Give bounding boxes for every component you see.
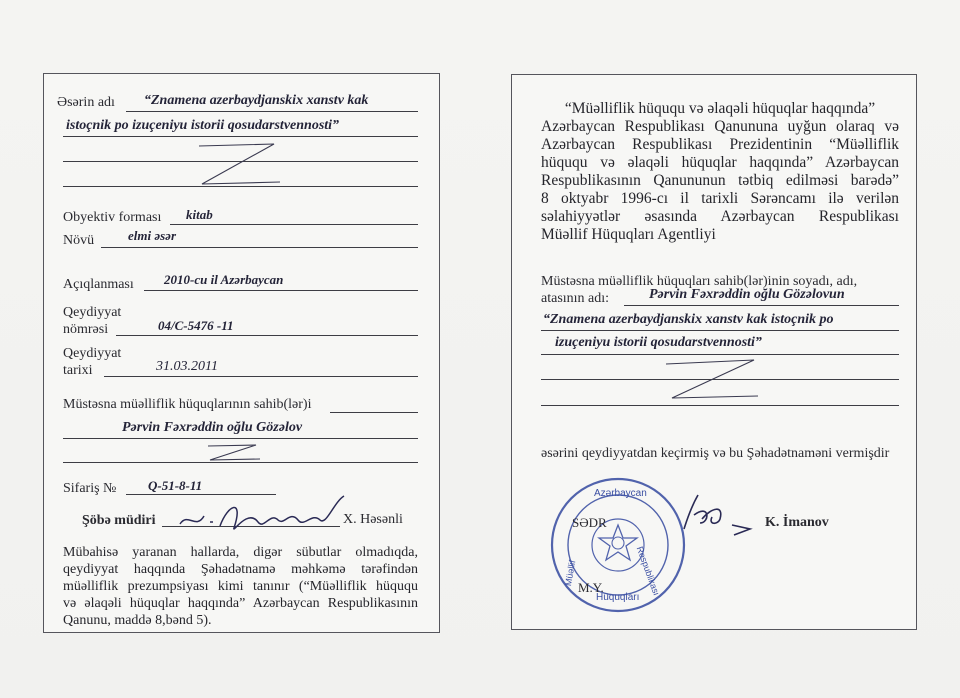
objective-form-value: kitab [186,207,213,222]
legal-basis-line: Azərbaycan Respublikası Qanununa uyğun olaraq və [541,118,899,135]
right-owner-underline [624,305,899,306]
legal-basis-line: Müəllif Hüquqları Agentliyi [541,226,716,243]
order-value: Q-51-8-11 [148,478,203,493]
reg-date-value: 31.03.2011 [156,359,218,374]
type-value: elmi əsər [128,228,177,243]
work-title-value-line2: istoçnik po izuçeniyu istorii qosudarstvennosti” [66,118,340,133]
right-work-title-underline-1 [541,330,899,331]
reg-number-label-1: Qeydiyyat [63,305,122,320]
legal-notice-line: qeydiyyat haqqında Şəhadətnamə məhkəmə tərəfindən [63,562,418,577]
legal-notice-line: və əlaqəli hüquqlar haqqında” Azərbaycan Respublikasının [63,596,418,611]
stamp-text-bottom: Hüquqları [596,592,640,603]
chairman-label: SƏDR [572,515,607,530]
chairman-name: K. İmanov [765,515,829,530]
legal-basis-line: Respublikasının Qanununun tətbiq edilməsi barədə” [541,172,899,189]
publication-value: 2010-cu il Azərbaycan [164,272,284,287]
reg-number-value: 04/C-5476 -11 [158,318,234,333]
z-strike-mark-2 [204,442,264,464]
department-head-label: Şöbə müdiri [82,513,156,528]
z-strike-mark-1 [194,140,284,190]
reg-number-underline [116,335,418,336]
right-z-strike-mark [662,358,762,406]
legal-basis-line: hüququ və əlaqəli hüquqlar haqqında” Azərbaycan [541,154,899,171]
left-page [43,73,440,633]
stamp-text-left: Müəllif [563,559,578,587]
type-underline [101,247,418,248]
work-title-underline-2 [63,136,418,137]
objective-form-underline [170,224,418,225]
department-head-signature [174,494,354,544]
publication-label: Açıqlanması [63,277,134,292]
type-label: Növü [63,233,95,248]
reg-date-label-2: tarixi [63,363,93,378]
legal-basis-line: səlahiyyətlər əsasında Azərbaycan Respublikası [541,208,899,225]
work-title-value-line1: “Znamena azerbaydjanskix xanstv kak [144,93,369,108]
legal-notice-line: Mübahisə yaranan hallarda, digər sübutlar olmadıqda, [63,545,418,560]
legal-basis-paragraph [541,100,899,244]
owner-underline-1 [330,412,418,413]
order-label: Sifariş № [63,481,117,496]
right-owner-label-line1: Müstəsna müəlliflik hüquqları sahib(lər)inin soyadı, adı, [541,274,858,289]
legal-notice-line: Qanunu, maddə 8,bənd 5). [63,613,212,628]
right-owner-label-line2: atasının adı: [541,291,610,306]
work-title-underline-1 [126,111,418,112]
chairman-signature [650,489,760,539]
right-work-title-line1: “Znamena azerbaydjanskix xanstv kak istoçnik po [543,312,834,327]
right-page [511,74,917,630]
owner-value: Pərvin Fəxrəddin oğlu Gözəlov [122,420,303,435]
legal-basis-line: 8 oktyabr 1996-cı il tarixli Sərəncamı ilə verilən [541,190,899,207]
right-work-title-underline-2 [541,354,899,355]
owner-underline-2 [63,438,418,439]
seal-place-mark: M.Y. [578,580,604,595]
work-title-label: Əsərin adı [57,95,115,110]
reg-date-label-1: Qeydiyyat [63,346,122,361]
legal-notice-line: müəlliflik prezumpsiyası kimi tanınır (“Müəlliflik hüququ [63,579,418,594]
publication-underline [144,290,418,291]
department-head-name: X. Həsənli [343,512,403,527]
reg-number-label-2: nömrəsi [63,322,109,337]
legal-notice [63,544,418,629]
stamp-text-top: Azərbaycan [594,488,647,499]
objective-form-label: Obyektiv forması [63,210,162,225]
reg-date-underline [104,376,418,377]
right-owner-value: Pərvin Fəxrəddin oğlu Gözəlovun [649,287,845,302]
right-work-title-line2: izuçeniyu istorii qosudarstvennosti” [555,335,762,350]
closing-text: əsərini qeydiyyatdan keçirmiş və bu Şəhadətnaməni vermişdir [541,446,890,461]
legal-basis-line: Azərbaycan Respublikası Prezidentinin “Müəlliflik [541,136,899,153]
legal-basis-line: “Müəlliflik hüququ və əlaqəli hüquqlar haqqında” [564,100,876,117]
owner-label: Müstəsna müəlliflik hüquqlarının sahib(lər)i [63,397,312,412]
stamp-text-right: Respublikası [634,545,662,597]
